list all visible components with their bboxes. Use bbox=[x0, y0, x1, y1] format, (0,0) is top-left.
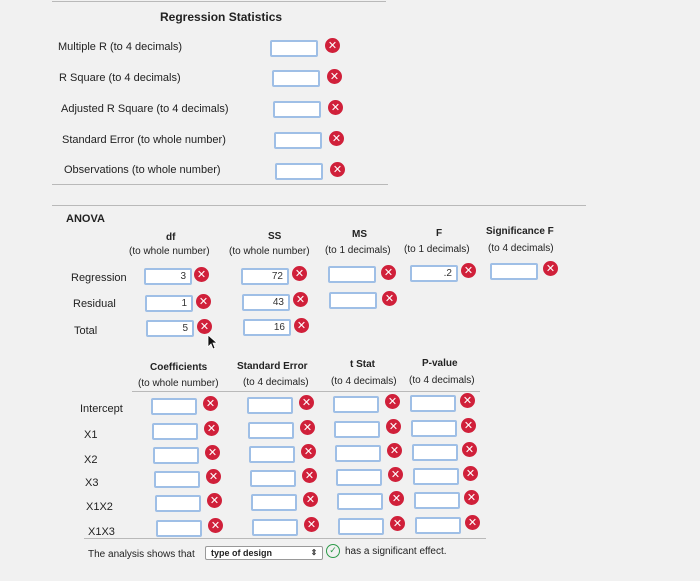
x1-row-label: X1 bbox=[84, 429, 98, 441]
design-effect-select-value: type of design bbox=[211, 548, 273, 558]
intercept-coefficient-input[interactable] bbox=[151, 398, 197, 415]
x3-p-value-input[interactable] bbox=[413, 468, 459, 485]
adjusted-r-square-input[interactable] bbox=[273, 101, 321, 118]
x-mark-icon: ✕ bbox=[328, 100, 343, 115]
total-ss-input[interactable]: 16 bbox=[243, 319, 291, 336]
x1x3-t-stat-input[interactable] bbox=[338, 518, 384, 535]
r-square-label: R Square (to 4 decimals) bbox=[59, 72, 181, 84]
ms-header: MS bbox=[352, 229, 367, 240]
divider bbox=[52, 184, 388, 185]
x1-t-stat-input[interactable] bbox=[334, 421, 380, 438]
regression-row-label: Regression bbox=[71, 272, 127, 284]
x1x2-row-label: X1X2 bbox=[86, 501, 113, 513]
intercept-row-label: Intercept bbox=[80, 403, 123, 415]
x-mark-icon: ✕ bbox=[465, 515, 480, 530]
x3-coefficient-input[interactable] bbox=[154, 471, 200, 488]
x-mark-icon: ✕ bbox=[197, 319, 212, 334]
x2-p-value-input[interactable] bbox=[412, 444, 458, 461]
divider bbox=[132, 391, 480, 392]
significance-f-subheader: (to 4 decimals) bbox=[488, 243, 554, 254]
x-mark-icon: ✕ bbox=[194, 267, 209, 282]
conclusion-prefix: The analysis shows that bbox=[88, 549, 195, 560]
x-mark-icon: ✕ bbox=[300, 420, 315, 435]
x-mark-icon: ✕ bbox=[461, 418, 476, 433]
x-mark-icon: ✕ bbox=[304, 517, 319, 532]
x-mark-icon: ✕ bbox=[207, 493, 222, 508]
x3-t-stat-input[interactable] bbox=[336, 469, 382, 486]
t-stat-header: t Stat bbox=[350, 359, 375, 370]
check-mark-icon: ✓ bbox=[326, 544, 340, 558]
divider bbox=[52, 205, 586, 206]
regression-df-input[interactable]: 3 bbox=[144, 268, 192, 285]
x-mark-icon: ✕ bbox=[203, 396, 218, 411]
p-value-header: P-value bbox=[422, 358, 458, 369]
x-mark-icon: ✕ bbox=[390, 516, 405, 531]
x1x3-standard-error-input[interactable] bbox=[252, 519, 298, 536]
x-mark-icon: ✕ bbox=[460, 393, 475, 408]
x-mark-icon: ✕ bbox=[294, 318, 309, 333]
select-arrows-icon: ⇕ bbox=[310, 548, 318, 557]
r-square-input[interactable] bbox=[272, 70, 320, 87]
regression-statistics-title: Regression Statistics bbox=[160, 10, 283, 24]
anova-title: ANOVA bbox=[66, 213, 105, 225]
ss-header: SS bbox=[268, 231, 282, 242]
intercept-p-value-input[interactable] bbox=[410, 395, 456, 412]
multiple-r-input[interactable] bbox=[270, 40, 318, 57]
x1-p-value-input[interactable] bbox=[411, 420, 457, 437]
p-value-subheader: (to 4 decimals) bbox=[409, 375, 475, 386]
x-mark-icon: ✕ bbox=[463, 466, 478, 481]
x-mark-icon: ✕ bbox=[293, 292, 308, 307]
x2-coefficient-input[interactable] bbox=[153, 447, 199, 464]
x-mark-icon: ✕ bbox=[461, 263, 476, 278]
standard-error-input[interactable] bbox=[274, 132, 322, 149]
x1x2-p-value-input[interactable] bbox=[414, 492, 460, 509]
x-mark-icon: ✕ bbox=[389, 491, 404, 506]
coefficients-subheader: (to whole number) bbox=[138, 378, 219, 389]
x1x2-coefficient-input[interactable] bbox=[155, 495, 201, 512]
x2-standard-error-input[interactable] bbox=[249, 446, 295, 463]
standard-error-header: Standard Error bbox=[237, 361, 308, 372]
f-subheader: (to 1 decimals) bbox=[404, 244, 470, 255]
x-mark-icon: ✕ bbox=[204, 421, 219, 436]
x-mark-icon: ✕ bbox=[464, 490, 479, 505]
x3-row-label: X3 bbox=[85, 477, 99, 489]
total-df-input[interactable]: 5 bbox=[146, 320, 194, 337]
divider bbox=[84, 538, 486, 539]
x-mark-icon: ✕ bbox=[327, 69, 342, 84]
regression-ms-input[interactable] bbox=[328, 266, 376, 283]
x-mark-icon: ✕ bbox=[301, 444, 316, 459]
regression-ss-input[interactable]: 72 bbox=[241, 268, 289, 285]
x-mark-icon: ✕ bbox=[330, 162, 345, 177]
significance-f-header: Significance F bbox=[486, 226, 554, 237]
regression-f-input[interactable]: .2 bbox=[410, 265, 458, 282]
x-mark-icon: ✕ bbox=[205, 445, 220, 460]
df-subheader: (to whole number) bbox=[129, 246, 210, 257]
x-mark-icon: ✕ bbox=[196, 294, 211, 309]
x-mark-icon: ✕ bbox=[208, 518, 223, 533]
t-stat-subheader: (to 4 decimals) bbox=[331, 376, 397, 387]
x1x3-coefficient-input[interactable] bbox=[156, 520, 202, 537]
adjusted-r-square-label: Adjusted R Square (to 4 decimals) bbox=[61, 103, 229, 115]
multiple-r-label: Multiple R (to 4 decimals) bbox=[58, 41, 183, 53]
x-mark-icon: ✕ bbox=[299, 395, 314, 410]
f-header: F bbox=[436, 228, 443, 239]
x2-row-label: X2 bbox=[84, 454, 98, 466]
residual-df-input[interactable]: 1 bbox=[145, 295, 193, 312]
x-mark-icon: ✕ bbox=[386, 419, 401, 434]
ss-subheader: (to whole number) bbox=[229, 246, 310, 257]
residual-ms-input[interactable] bbox=[329, 292, 377, 309]
x1x2-t-stat-input[interactable] bbox=[337, 493, 383, 510]
df-header: df bbox=[166, 232, 176, 243]
top-divider bbox=[52, 1, 386, 2]
regression-significance-f-input[interactable] bbox=[490, 263, 538, 280]
x-mark-icon: ✕ bbox=[329, 131, 344, 146]
x-mark-icon: ✕ bbox=[387, 443, 402, 458]
x-mark-icon: ✕ bbox=[292, 266, 307, 281]
intercept-standard-error-input[interactable] bbox=[247, 397, 293, 414]
x1-standard-error-input[interactable] bbox=[248, 422, 294, 439]
x-mark-icon: ✕ bbox=[543, 261, 558, 276]
design-effect-select[interactable] bbox=[205, 546, 323, 560]
x1x3-p-value-input[interactable] bbox=[415, 517, 461, 534]
x-mark-icon: ✕ bbox=[382, 291, 397, 306]
coefficients-header: Coefficients bbox=[150, 362, 208, 373]
x-mark-icon: ✕ bbox=[206, 469, 221, 484]
x-mark-icon: ✕ bbox=[381, 265, 396, 280]
total-row-label: Total bbox=[74, 325, 98, 337]
x1x3-row-label: X1X3 bbox=[88, 526, 115, 538]
residual-row-label: Residual bbox=[73, 298, 116, 310]
x-mark-icon: ✕ bbox=[385, 394, 400, 409]
x-mark-icon: ✕ bbox=[325, 38, 340, 53]
x-mark-icon: ✕ bbox=[303, 492, 318, 507]
observations-input[interactable] bbox=[275, 163, 323, 180]
x1x2-standard-error-input[interactable] bbox=[251, 494, 297, 511]
x3-standard-error-input[interactable] bbox=[250, 470, 296, 487]
x-mark-icon: ✕ bbox=[388, 467, 403, 482]
observations-label: Observations (to whole number) bbox=[64, 164, 221, 176]
x2-t-stat-input[interactable] bbox=[335, 445, 381, 462]
standard-error-label: Standard Error (to whole number) bbox=[62, 134, 226, 146]
standard-error-subheader: (to 4 decimals) bbox=[243, 377, 309, 388]
ms-subheader: (to 1 decimals) bbox=[325, 245, 391, 256]
conclusion-suffix: has a significant effect. bbox=[345, 546, 447, 557]
x-mark-icon: ✕ bbox=[302, 468, 317, 483]
x-mark-icon: ✕ bbox=[462, 442, 477, 457]
mouse-cursor-icon bbox=[207, 334, 219, 350]
x1-coefficient-input[interactable] bbox=[152, 423, 198, 440]
intercept-t-stat-input[interactable] bbox=[333, 396, 379, 413]
residual-ss-input[interactable]: 43 bbox=[242, 294, 290, 311]
